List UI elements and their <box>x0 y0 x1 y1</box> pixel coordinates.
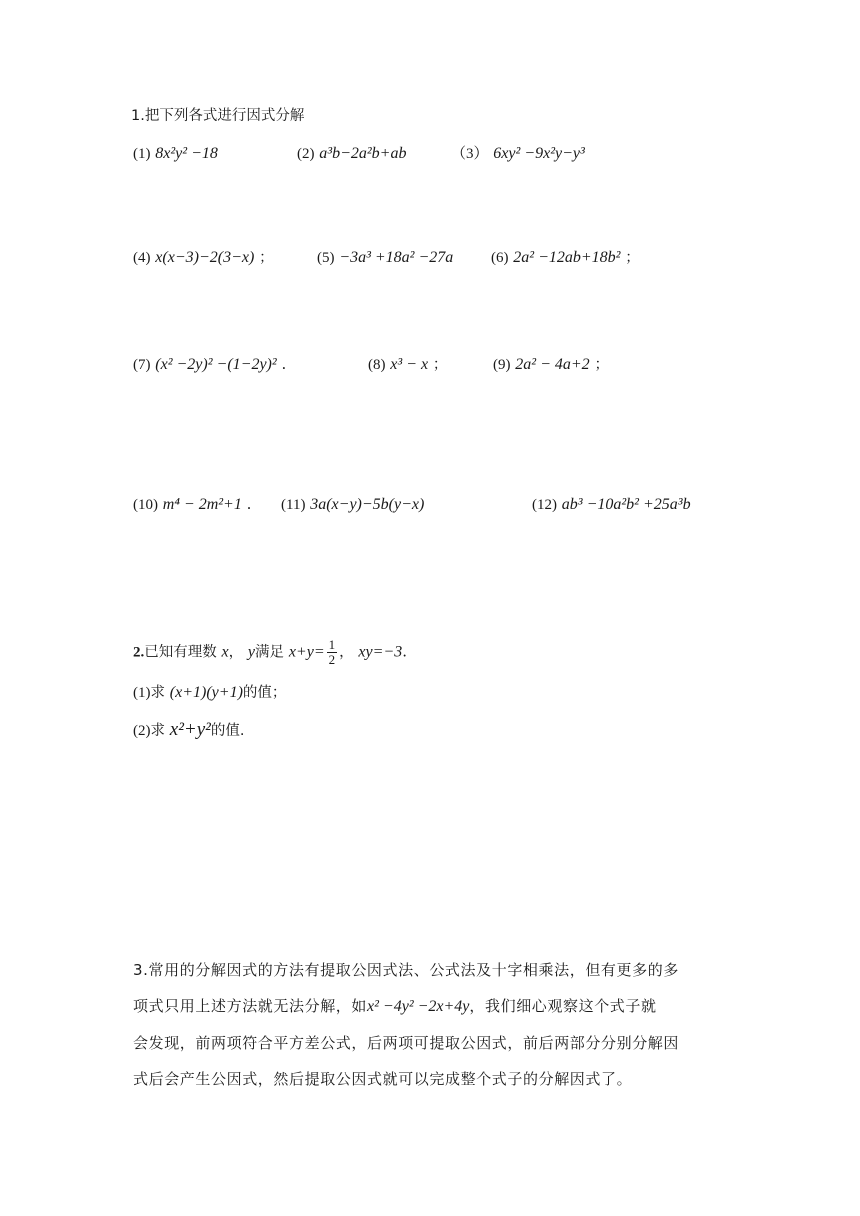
item-punctuation: ； <box>625 250 640 266</box>
q2-condition-text: 满足 <box>255 644 285 661</box>
item-expression: x³ − x <box>390 356 429 373</box>
q1-item-12 <box>532 494 691 515</box>
q3-line-3: 会发现，前两项符合平方差公式，后两项可提取公因式，前后两部分分别分解因 <box>133 1034 680 1052</box>
q1-item-1 <box>133 143 218 164</box>
q1-item-6 <box>491 247 640 268</box>
q3-line-1: 3.常用的分解因式的方法有提取公因式法、公式法及十字相乘法，但有更多的多 <box>133 961 679 979</box>
q1-item-3 <box>451 143 585 164</box>
item-expression: −3a³ +18a² −27a <box>339 249 454 266</box>
q1-item-9 <box>493 354 609 375</box>
fraction-denominator: 2 <box>328 652 336 667</box>
q2-var-y: y <box>247 643 256 661</box>
item-punctuation: ； <box>594 357 609 373</box>
q2-sub-2 <box>133 720 244 741</box>
item-expression: 2a² − 4a+2 <box>515 356 590 373</box>
sub-label: (2) <box>133 723 151 739</box>
q1-item-2 <box>297 143 406 164</box>
q2-number: 2. <box>133 644 145 661</box>
item-punctuation: . <box>246 495 252 513</box>
sub-suffix: 的值； <box>242 685 287 701</box>
item-label: (7) <box>133 357 151 373</box>
q1-item-5 <box>317 247 453 268</box>
item-punctuation: ； <box>432 357 448 373</box>
q3-line-4: 式后会产生公因式，然后提取公因式就可以完成整个式子的分解因式了。 <box>133 1070 633 1088</box>
q1-title: 1.把下列各式进行因式分解 <box>131 108 305 124</box>
q1-item-10 <box>133 494 251 515</box>
q2-separator-2: ， <box>339 644 354 661</box>
q1-item-11 <box>281 494 424 515</box>
q2-condition-1: x+y= <box>288 643 325 661</box>
q3-paragraph <box>133 952 743 1097</box>
sub-prefix: 求 <box>150 685 165 701</box>
q1-item-8 <box>368 354 447 375</box>
item-punctuation: . <box>281 355 287 373</box>
fraction-numerator: 1 <box>328 637 336 652</box>
sub-prefix: 求 <box>150 723 165 739</box>
q3-line-2-suffix: ，我们细心观察这个式子就 <box>469 997 657 1015</box>
item-label: (10) <box>133 497 158 513</box>
item-expression: 8x²y² −18 <box>155 145 218 162</box>
q2-end-punctuation: . <box>402 642 407 661</box>
q2-sub-1 <box>133 682 286 703</box>
sub-suffix: 的值. <box>210 723 245 739</box>
q2-intro: 已知有理数 <box>144 644 217 661</box>
item-label: (5) <box>317 250 335 266</box>
q2-separator: ， <box>228 644 244 661</box>
q2-statement <box>133 638 407 667</box>
sub-expression: x²+y² <box>169 719 211 740</box>
item-expression: (x² −2y)² −(1−2y)² <box>155 356 277 373</box>
q2-var-x: x <box>221 643 229 661</box>
sub-label: (1) <box>133 685 151 701</box>
item-punctuation: ； <box>259 250 274 266</box>
item-label: (11) <box>281 497 306 513</box>
item-expression: a³b−2a²b+ab <box>319 145 407 162</box>
q3-example-expression: x² −4y² −2x+4y <box>367 998 470 1015</box>
q3-line-2 <box>133 988 743 1025</box>
item-expression: ab³ −10a²b² +25a³b <box>561 496 691 513</box>
item-expression: x(x−3)−2(3−x) <box>155 249 255 266</box>
item-expression: 3a(x−y)−5b(y−x) <box>310 496 425 513</box>
item-label: (6) <box>491 250 509 266</box>
item-label: (8) <box>368 357 386 373</box>
q1-item-4 <box>133 247 274 268</box>
item-label: (1) <box>133 146 151 162</box>
item-label: (9) <box>493 357 511 373</box>
fraction-one-half <box>327 638 338 667</box>
q3-line-2-prefix: 项式只用上述方法就无法分解，如 <box>133 997 368 1015</box>
item-label: (12) <box>532 497 557 513</box>
sub-expression: (x+1)(y+1) <box>169 684 243 701</box>
item-expression: m⁴ − 2m²+1 <box>162 496 242 513</box>
item-label: (4) <box>133 250 151 266</box>
item-expression: 2a² −12ab+18b² <box>513 249 621 266</box>
item-label: （3） <box>451 146 489 162</box>
q1-item-7 <box>133 354 286 375</box>
q2-condition-2: xy=−3 <box>358 643 403 661</box>
item-label: (2) <box>297 146 315 162</box>
item-expression: 6xy² −9x²y−y³ <box>493 145 585 162</box>
